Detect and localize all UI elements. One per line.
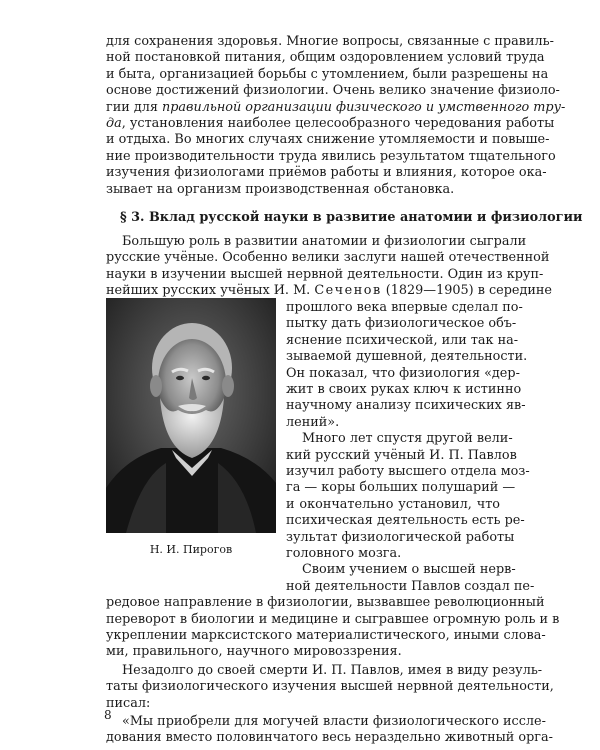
text-line: «Мы приобрели для могучей власти физиологического иссле- bbox=[122, 714, 546, 729]
section-heading: § 3. Вклад русской науки в развитие анатомии и физиологии bbox=[120, 210, 583, 225]
text-line: Своим учением о высшей нерв- bbox=[302, 562, 516, 578]
text-line: редовое направление в физиологии, вызвавшее революционный bbox=[106, 595, 545, 611]
text-line: и отдыха. Во многих случаях снижение утомляемости и повыше- bbox=[106, 132, 550, 148]
text-line-italic-fragment bbox=[106, 116, 555, 132]
text-line: ной постановкой питания, общим оздоровлением условий труда bbox=[106, 50, 545, 66]
text-line: га — коры больших полушарий — bbox=[286, 480, 516, 496]
text-line: Много лет спустя другой вели- bbox=[302, 431, 513, 447]
text-line: основе достижений физиологии. Очень велико значение физиоло- bbox=[106, 83, 560, 99]
text-line: науки в изучении высшей нервной деятельности. Один из круп- bbox=[106, 266, 544, 282]
italic-text-fragment: да bbox=[106, 116, 122, 131]
text-line: зультат физиологической работы bbox=[286, 529, 515, 545]
text-line: головного мозга. bbox=[286, 546, 402, 561]
text-fragment: (1829—1905) в середине bbox=[381, 283, 552, 299]
text-line: переворот в биологии и медицине и сыгравшее огромную роль и в bbox=[106, 611, 560, 627]
text-line: писал: bbox=[106, 695, 151, 711]
text-line: дования вместо половинчатого весь нераздельно животный орга- bbox=[106, 730, 553, 746]
text-line: ми, правильного, научного мировоззрения. bbox=[106, 644, 402, 660]
text-line: зывает на организм производственная обстановка. bbox=[106, 181, 455, 197]
text-fragment: нейших русских учёных И. М. bbox=[106, 283, 315, 299]
text-line: изучения физиологами приёмов работы и влияния, которое ока- bbox=[106, 165, 547, 181]
text-line: психическая деятельность есть ре- bbox=[286, 513, 525, 529]
text-line: и быта, организацией борьбы с утомлением, были разрешены на bbox=[106, 66, 549, 82]
text-line: изучил работу высшего отдела моз- bbox=[286, 464, 530, 479]
text-line: жит в своих руках ключ к истинно bbox=[286, 382, 522, 397]
spaced-name: Сеченов bbox=[314, 283, 382, 299]
portrait-illustration bbox=[106, 298, 276, 533]
text-line: научному анализу психических яв- bbox=[286, 398, 526, 414]
text-line: кий русский учёный И. П. Павлов bbox=[286, 447, 517, 463]
text-line: Он показал, что физиология «дер- bbox=[286, 365, 520, 381]
text-line: яснение психической, или так на- bbox=[286, 332, 519, 348]
text-line: Большую роль в развитии анатомии и физиологии сыграли bbox=[122, 234, 527, 249]
photo-caption: Н. И. Пирогов bbox=[149, 543, 233, 556]
text-line-with-name bbox=[106, 283, 552, 299]
text-line: укреплении марксистского материалистического, иными слова- bbox=[106, 628, 546, 643]
italic-text-fragment: правильной организации физического и умственного тру- bbox=[161, 99, 566, 115]
text-line: русские учёные. Особенно велики заслуги нашей отечественной bbox=[106, 250, 550, 266]
text-line: пытку дать физиологическое объ- bbox=[286, 316, 517, 332]
text-line-italic-fragment bbox=[106, 99, 566, 116]
text-line: прошлого века впервые сделал по- bbox=[286, 300, 523, 315]
text-line: лений». bbox=[286, 414, 340, 430]
text-line: зываемой душевной, деятельности. bbox=[286, 349, 528, 365]
portrait-photo bbox=[106, 298, 276, 533]
page-number: 8 bbox=[104, 708, 112, 722]
text-line: таты физиологического изучения высшей нервной деятельности, bbox=[106, 679, 554, 695]
text-line: Незадолго до своей смерти И. П. Павлов, имея в виду резуль- bbox=[122, 662, 543, 678]
text-fragment: гии для bbox=[106, 99, 162, 115]
text-line: ние производительности труда явились результатом тщательного bbox=[106, 148, 556, 164]
text-fragment: , установления наиболее целесообразного чередования работы bbox=[121, 116, 555, 131]
text-line: и окончательно установил, что bbox=[286, 496, 500, 512]
text-line: для сохранения здоровья. Многие вопросы, связанные с правиль- bbox=[106, 34, 554, 49]
text-line: ной деятельности Павлов создал пе- bbox=[286, 578, 535, 594]
